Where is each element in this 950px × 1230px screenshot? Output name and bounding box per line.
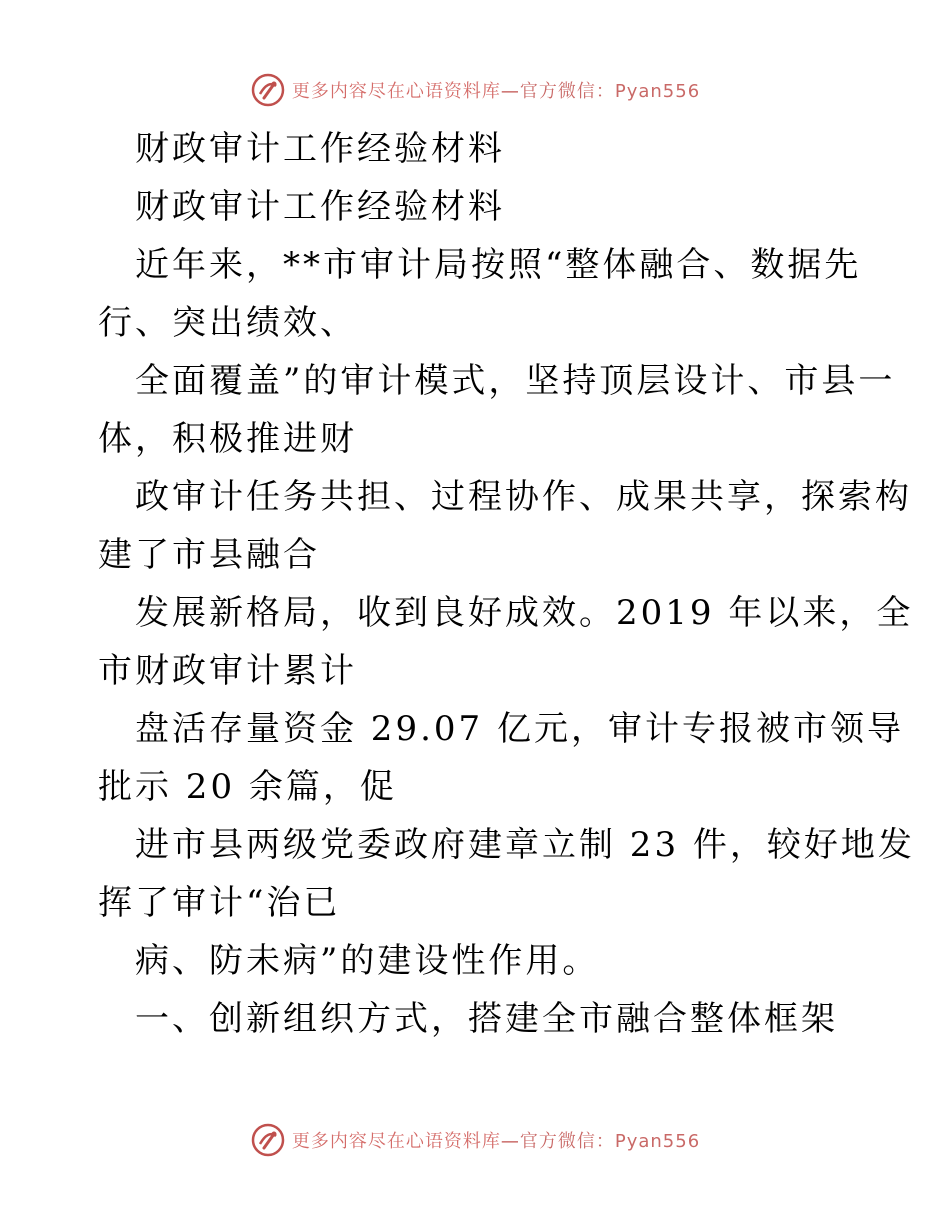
- document-line: 建了市县融合: [98, 535, 320, 575]
- document-line: 近年来，**市审计局按照“整体融合、数据先: [135, 245, 862, 285]
- document-line: 发展新格局，收到良好成效。2019 年以来，全: [135, 593, 914, 633]
- brand-logo-icon: [250, 72, 286, 108]
- document-line: 财政审计工作经验材料: [135, 129, 505, 169]
- document-line: 财政审计工作经验材料: [135, 187, 505, 227]
- header-watermark-banner: [0, 70, 950, 110]
- document-line: 病、防未病”的建设性作用。: [135, 941, 600, 981]
- document-body: [98, 120, 915, 1048]
- document-line: 政审计任务共担、过程协作、成果共享，探索构: [135, 477, 912, 517]
- document-line: 体，积极推进财: [98, 419, 357, 459]
- document-line: 批示 20 余篇，促: [98, 767, 397, 807]
- document-line: 一、创新组织方式，搭建全市融合整体框架: [135, 999, 838, 1039]
- banner-separator: —: [500, 81, 520, 102]
- document-line: 行、突出绩效、: [98, 303, 357, 343]
- banner-brand-text: 更多内容尽在心语资料库: [291, 81, 501, 102]
- banner-brand-text: 更多内容尽在心语资料库: [291, 1131, 501, 1152]
- banner-separator: —: [500, 1131, 520, 1152]
- document-line: 市财政审计累计: [98, 651, 357, 691]
- banner-text: [292, 77, 700, 103]
- banner-wechat-text: 官方微信：Pyan556: [519, 81, 701, 102]
- document-line: 进市县两级党委政府建章立制 23 件，较好地发: [135, 825, 915, 865]
- brand-logo-icon: [250, 1122, 286, 1158]
- banner-wechat-text: 官方微信：Pyan556: [519, 1131, 701, 1152]
- footer-watermark-banner: [0, 1120, 950, 1160]
- document-line: 全面覆盖”的审计模式，坚持顶层设计、市县一: [135, 361, 896, 401]
- document-line: 盘活存量资金 29.07 亿元，审计专报被市领导: [135, 709, 904, 749]
- banner-text: [292, 1127, 700, 1153]
- document-line: 挥了审计“治已: [98, 883, 341, 923]
